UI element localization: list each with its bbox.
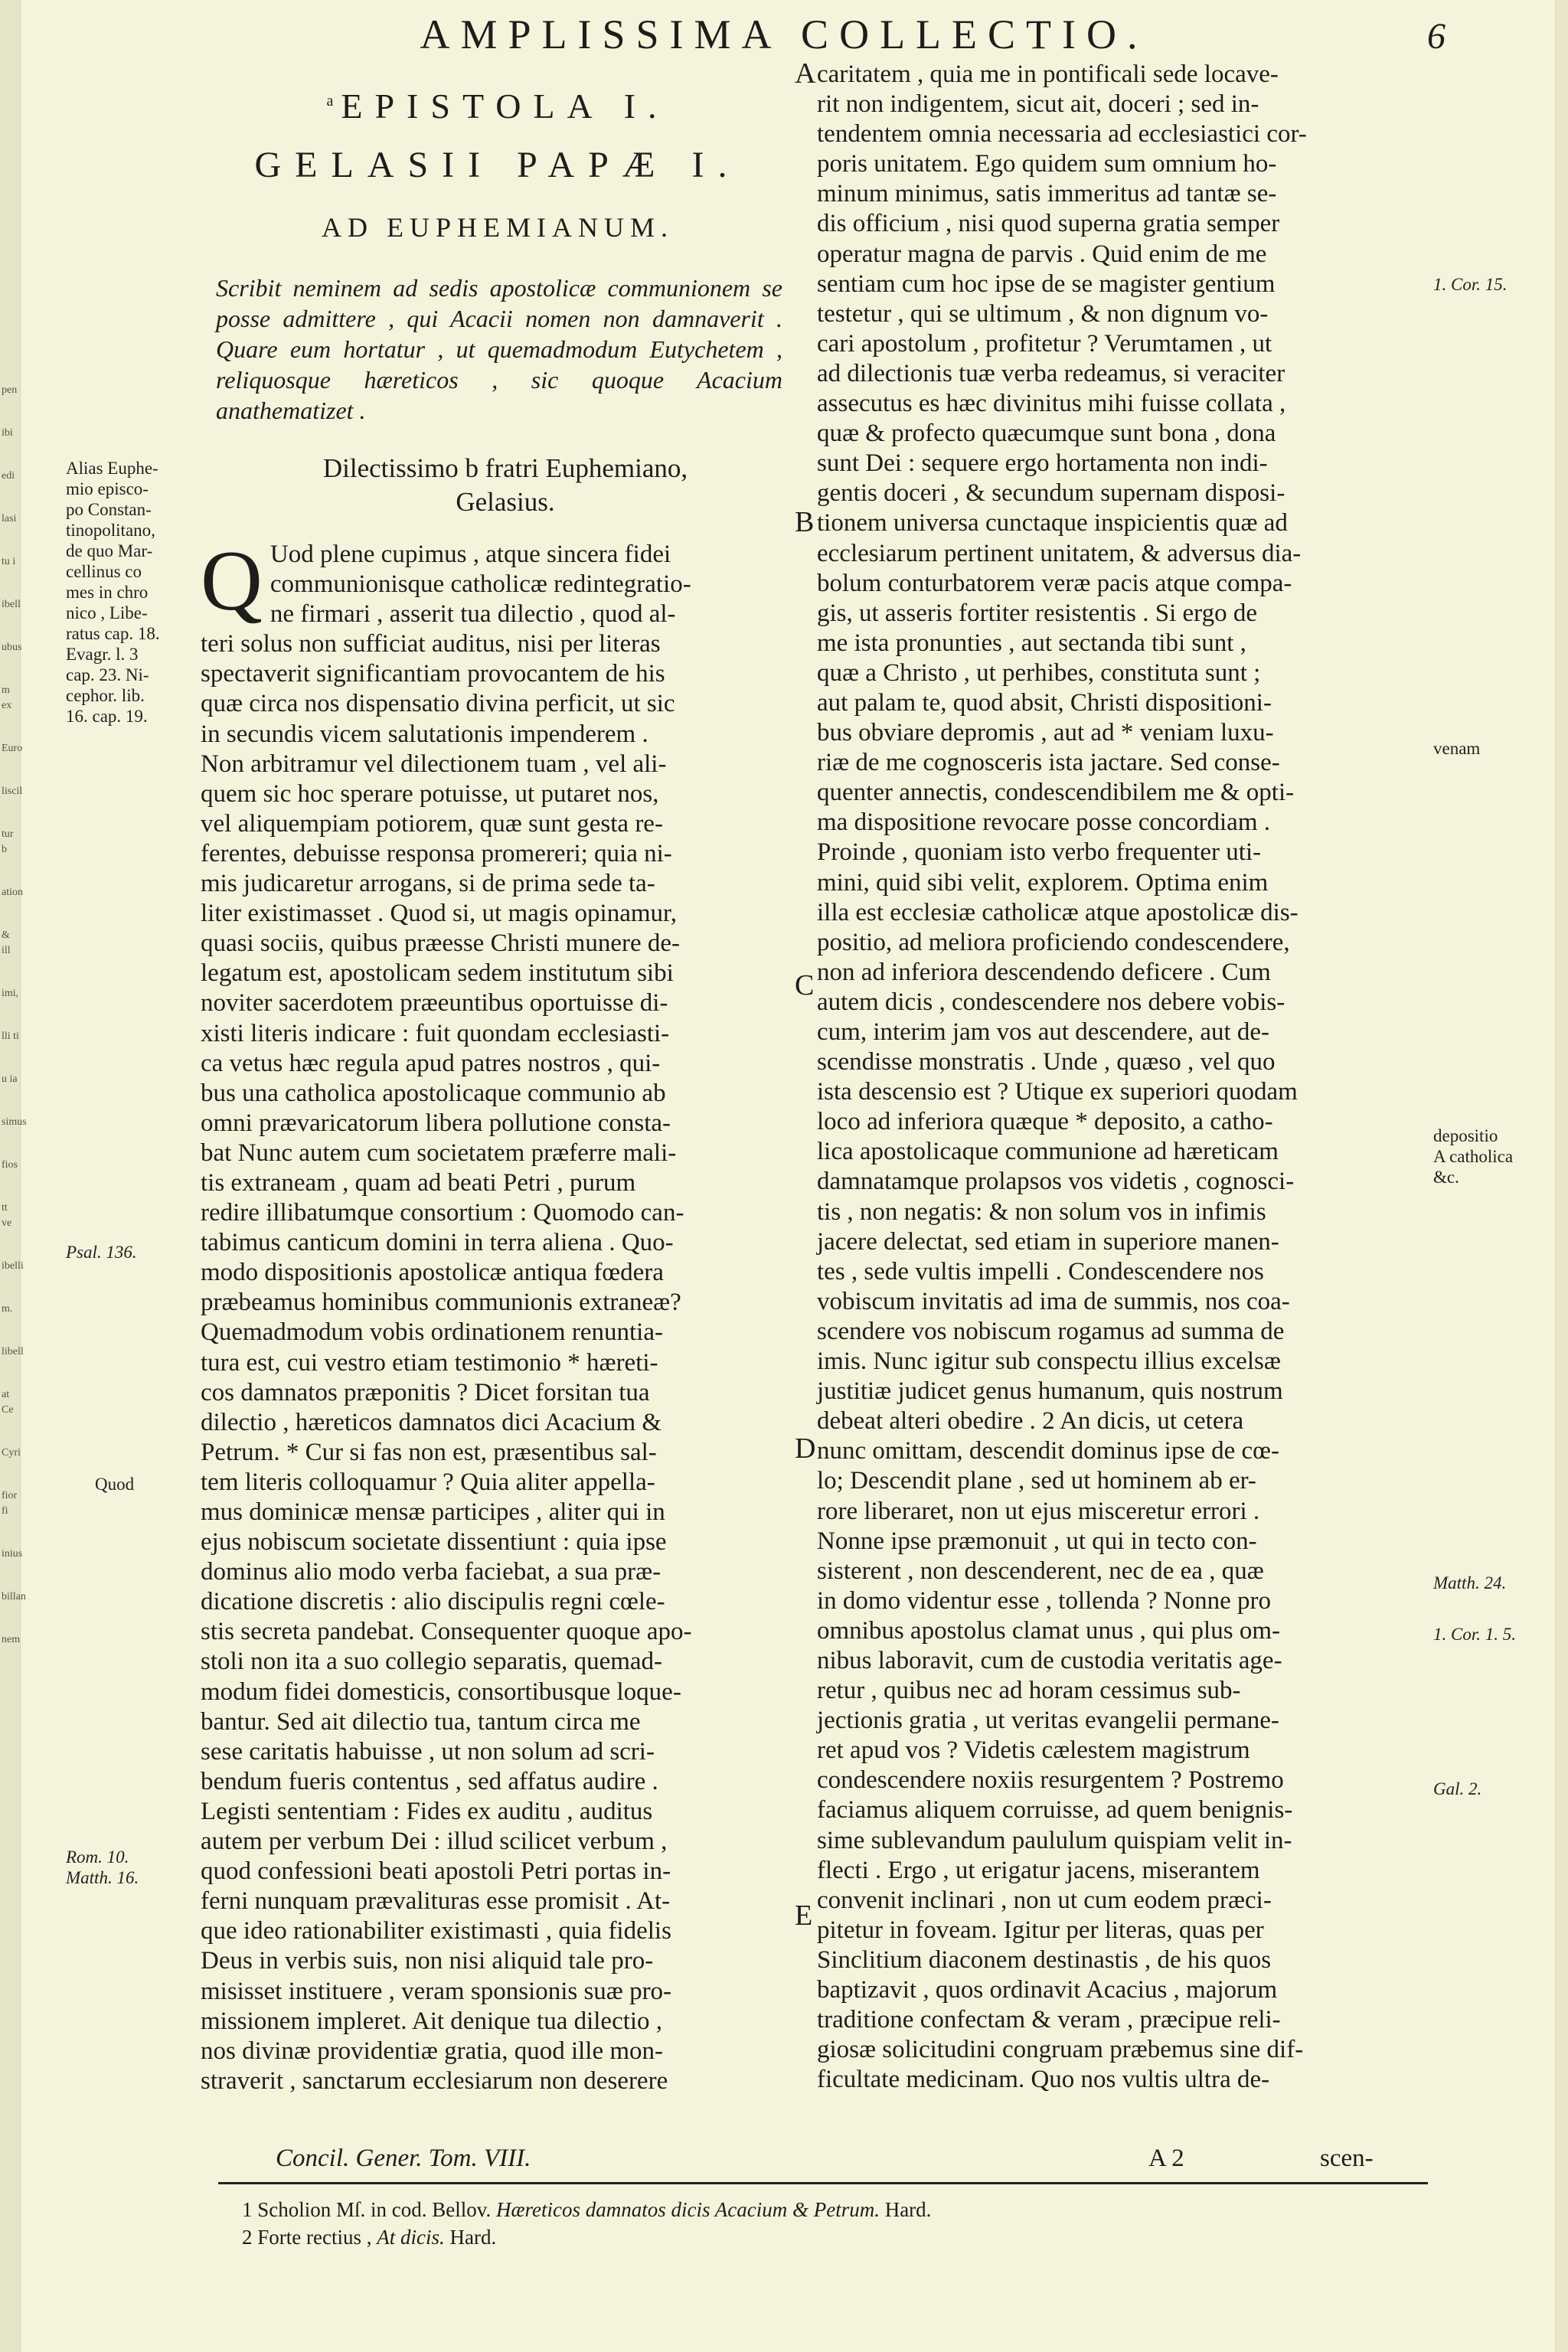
text-line: minum minimus, satis immeritus ad tantæ se- bbox=[817, 180, 1277, 208]
text-line: præbeamus hominibus communionis extraneæ? bbox=[201, 1289, 681, 1317]
text-line: convenit inclinari , non ut cum eodem præci- bbox=[817, 1886, 1272, 1914]
text-line: debeat alteri obedire . 2 An dicis, ut cetera bbox=[817, 1407, 1244, 1436]
footnote-source: Hard. bbox=[449, 2226, 497, 2249]
edge-fragment: liscil bbox=[2, 786, 23, 797]
text-line: lica apostolicaque communione ad hæreticam bbox=[817, 1138, 1279, 1166]
edge-fragment: fios bbox=[2, 1159, 18, 1171]
text-line: pitetur in foveam. Igitur per literas, quas per bbox=[817, 1916, 1264, 1944]
section-letter-b: B bbox=[795, 506, 815, 538]
text-line: condescendere noxiis resurgentem ? Postremo bbox=[817, 1766, 1284, 1795]
edge-fragment: billan bbox=[2, 1591, 26, 1602]
margin-note-psalm: Psal. 136. bbox=[66, 1243, 137, 1262]
text-line: riæ de me cognosceris ista jactare. Sed conse- bbox=[817, 749, 1280, 777]
text-line: Quemadmodum vobis ordinationem renuntia- bbox=[201, 1318, 663, 1347]
edge-fragment: lasi bbox=[2, 513, 17, 524]
text-line: ferentes, debuisse responsa promereri; quia ni- bbox=[201, 839, 672, 867]
edge-fragment: nem bbox=[2, 1634, 21, 1645]
text-line: teri solus non sufficiat auditus, nisi per literas bbox=[201, 630, 661, 658]
text-line: quasi sociis, quibus præesse Christi munere de- bbox=[201, 929, 681, 958]
facing-page-fragments bbox=[2, 383, 27, 1675]
edge-fragment: pen bbox=[2, 384, 18, 396]
text-line: cos damnatos præponitis ? Dicet forsitan tua bbox=[201, 1378, 650, 1406]
text-line: noviter sacerdotem præeuntibus oportuisse di- bbox=[201, 989, 668, 1018]
text-line: omni prævaricatorum libera pollutione consta- bbox=[201, 1109, 671, 1137]
left-text-column bbox=[201, 534, 816, 2096]
text-line: bat Nunc autem cum societatem præferre mali- bbox=[201, 1138, 677, 1167]
text-line: communionisque catholicæ redintegratio- bbox=[270, 570, 691, 599]
text-line: quæ & profecto quæcumque sunt bona , dona bbox=[817, 420, 1276, 448]
text-line: dicatione discretis : alio discipulis regni cœle- bbox=[201, 1588, 665, 1616]
edge-fragment: ation bbox=[2, 887, 23, 898]
text-line: Sinclitium diaconem destinastis , de his quos bbox=[817, 1945, 1272, 1974]
edge-fragment: Cyri bbox=[2, 1447, 21, 1459]
text-line: sime sublevandum paululum quispiam velit in- bbox=[817, 1826, 1292, 1854]
text-line: ferni nunquam prævalituras esse promisit . At- bbox=[201, 1887, 671, 1916]
text-line: que ideo rationabiliter existimasti , quia fidelis bbox=[201, 1917, 671, 1945]
text-line: faciamus aliquem corruisse, ad quem benignis- bbox=[817, 1796, 1293, 1824]
text-line: gentis doceri , & secundum supernam disposi- bbox=[817, 479, 1285, 508]
text-line: tabimus canticum domini in terra aliena . Quo- bbox=[201, 1229, 674, 1257]
margin-note-galatians: Gal. 2. bbox=[1433, 1779, 1482, 1798]
edge-fragment: Euro bbox=[2, 743, 23, 754]
margin-note-line: depositio bbox=[1433, 1126, 1498, 1145]
drop-cap: Q bbox=[201, 534, 263, 629]
footnotes bbox=[242, 2196, 1390, 2251]
section-letter-c: C bbox=[795, 969, 815, 1001]
running-title: AMPLISSIMA COLLECTIO. bbox=[420, 11, 1148, 57]
addressee-heading: AD EUPHEMIANUM. bbox=[322, 212, 674, 243]
text-line: damnatamque prolapsos vos videtis , cognosci- bbox=[817, 1168, 1295, 1196]
text-line: illa est ecclesiæ catholicæ atque apostolicæ dis- bbox=[817, 898, 1298, 926]
text-line: mis judicaretur arrogans, si de prima sede ta- bbox=[201, 870, 655, 898]
edge-fragment: lli ti bbox=[2, 1031, 19, 1042]
text-line: cari apostolum , profitetur ? Verumtamen , ut bbox=[817, 329, 1272, 358]
text-line: retur , quibus nec ad horam cessimus sub- bbox=[817, 1677, 1241, 1705]
margin-note-matthew: Matth. 16. bbox=[66, 1868, 139, 1887]
margin-note-line: ratus cap. 18. bbox=[66, 624, 160, 643]
margin-note-depositio bbox=[1433, 1125, 1563, 1187]
text-line: ca vetus hæc regula apud patres nostros , qui- bbox=[201, 1049, 661, 1077]
footnote-1 bbox=[242, 2196, 1390, 2223]
margin-note-corinthians-1: 1. Cor. 1. 5. bbox=[1433, 1625, 1516, 1644]
text-line: quæ circa nos dispensatio divina perficit, ut sic bbox=[201, 690, 675, 718]
text-line: baptizavit , quos ordinavit Acacius , majorum bbox=[817, 1976, 1278, 2004]
text-line: giosæ solicitudini congruam præbemus sine dif- bbox=[817, 2036, 1304, 2064]
section-letter-a: A bbox=[795, 57, 816, 90]
text-line: tis , non negatis: & non solum vos in infimis bbox=[817, 1197, 1266, 1226]
text-line: modum fidei domesticis, consortibusque loque- bbox=[201, 1677, 681, 1706]
text-line: caritatem , quia me in pontificali sede locave- bbox=[817, 60, 1279, 88]
text-line: gis, ut asseris fortiter resistentis . Si ergo de bbox=[817, 599, 1257, 627]
text-line: assecutus es hæc divinitus mihi fuisse collata , bbox=[817, 390, 1286, 418]
edge-fragment: edi bbox=[2, 470, 15, 482]
text-line: bus una catholica apostolicaque communio ab bbox=[201, 1079, 666, 1107]
text-line: dilectio , hæreticos damnatos dici Acacium & bbox=[201, 1408, 662, 1436]
text-line: ma dispositione revocare posse concordiam . bbox=[817, 808, 1270, 837]
margin-note-line: po Constan- bbox=[66, 500, 152, 519]
footnote-text: Forte rectius , bbox=[257, 2226, 372, 2249]
text-line: Nonne ipse præmonuit , ut qui in tecto con- bbox=[817, 1527, 1257, 1555]
edge-fragment: ibelli bbox=[2, 1260, 24, 1272]
edge-fragment: m ex bbox=[2, 684, 12, 711]
edge-fragment: tt ve bbox=[2, 1202, 12, 1229]
signature-line: Concil. Gener. Tom. VIII. bbox=[276, 2145, 531, 2172]
margin-note-quod: Quod bbox=[95, 1475, 135, 1494]
text-line: tem literis colloquamur ? Quia aliter appella- bbox=[201, 1468, 655, 1496]
text-line: bantur. Sed ait dilectio tua, tantum circa me bbox=[201, 1707, 641, 1736]
text-line: bolum conturbatorem veræ pacis atque compa- bbox=[817, 569, 1292, 597]
text-line: bus obviare depromis , aut ad * veniam luxu- bbox=[817, 719, 1274, 747]
text-line: Petrum. * Cur si fas non est, præsentibus sal- bbox=[201, 1438, 657, 1466]
text-line: missionem impleret. Ait denique tua dilectio , bbox=[201, 2007, 663, 2035]
letter-summary: Scribit neminem ad sedis apostolicæ communionem se posse admittere , qui Acacii nomen non damnaverit . Quare eum hortatur , ut quemadmodum Eutychetem , reliquosque hæreticos , sic quoque Acacium anathematizet . bbox=[216, 274, 782, 424]
text-line: tionem universa cunctaque inspicientis quæ ad bbox=[817, 509, 1288, 537]
edge-fragment: inius bbox=[2, 1548, 23, 1560]
text-line: sisterent , non descenderent, nec de ea , quæ bbox=[817, 1557, 1264, 1585]
text-line: autem dicis , condescendere nos debere vobis- bbox=[817, 988, 1285, 1016]
text-line: quæ a Christo , ut perhibes, constituta sunt ; bbox=[817, 658, 1261, 687]
edge-fragment: libell bbox=[2, 1346, 24, 1357]
text-line: operatur magna de parvis . Quid enim de me bbox=[817, 240, 1267, 268]
text-line: Deus in verbis suis, non nisi aliquid tale pro- bbox=[201, 1947, 654, 1975]
footnote-marker: a bbox=[326, 92, 334, 109]
text-line: quod confessioni beati apostoli Petri portas in- bbox=[201, 1857, 671, 1886]
text-line: dis officium , nisi quod superna gratia semper bbox=[817, 210, 1280, 238]
text-line: xisti literis indicare : fuit quondam ecclesiasti- bbox=[201, 1019, 670, 1047]
margin-note-line: Alias Euphe- bbox=[66, 459, 158, 478]
text-line: Legisti sententiam : Fides ex auditu , auditus bbox=[201, 1797, 653, 1825]
edge-fragment: fior fi bbox=[2, 1490, 18, 1517]
text-line: imis. Nunc igitur sub conspectu illius excelsæ bbox=[817, 1348, 1281, 1376]
text-line: justitiæ judicet genus humanum, quis nostrum bbox=[817, 1377, 1283, 1406]
text-line: modo dispositionis apostolicæ antiqua fœdera bbox=[201, 1259, 664, 1287]
footnote-2 bbox=[242, 2223, 1390, 2251]
margin-note-line: cap. 23. Ni- bbox=[66, 665, 149, 684]
text-line: sese caritatis habuisse , ut non solum ad scri- bbox=[201, 1737, 655, 1766]
text-line: nibus laboravit, cum de custodia veritatis age- bbox=[817, 1646, 1282, 1674]
text-line: in secundis vicem salutationis impenderem . bbox=[201, 720, 648, 748]
right-text-column bbox=[817, 60, 1422, 2095]
text-line: scendisse monstratis . Unde , quæso , vel quo bbox=[817, 1048, 1276, 1076]
text-line: me ista pronunties , aut sectanda tibi sunt , bbox=[817, 629, 1246, 657]
margin-note-line: mes in chro bbox=[66, 583, 149, 602]
salutation-sender: Gelasius. bbox=[456, 487, 555, 517]
page-number: 6 bbox=[1427, 16, 1446, 57]
text-line: ret apud vos ? Videtis cælestem magistrum bbox=[817, 1736, 1250, 1765]
text-line: stis secreta pandebat. Consequenter quoque apo- bbox=[201, 1618, 692, 1646]
text-line: ficultate medicinam. Quo nos vultis ultra de- bbox=[817, 2066, 1270, 2094]
section-letter-d: D bbox=[795, 1432, 816, 1465]
text-line: tura est, cui vestro etiam testimonio * hæreti- bbox=[201, 1348, 658, 1377]
text-line: jacere delectat, sed etiam in superiore manen- bbox=[817, 1227, 1279, 1256]
text-line: redire illibatumque consortium : Quomodo can- bbox=[201, 1199, 684, 1227]
text-line: lo; Descendit plane , sed ut hominem ab er- bbox=[817, 1467, 1256, 1495]
edge-fragment: & ill bbox=[2, 929, 11, 956]
text-line: dominus alio modo verba faciebat, a sua præ- bbox=[201, 1558, 662, 1586]
edge-fragment: at Ce bbox=[2, 1389, 14, 1416]
margin-note-line: cellinus co bbox=[66, 562, 142, 581]
margin-note-romans: Rom. 10. bbox=[66, 1847, 129, 1867]
text-line: spectaverit significantiam provocantem de his bbox=[201, 660, 665, 688]
text-line: tis extraneam , quam ad beati Petri , purum bbox=[201, 1168, 636, 1197]
edge-fragment: ibi bbox=[2, 427, 13, 439]
salutation bbox=[253, 452, 758, 519]
footnote-rule bbox=[218, 2182, 1428, 2184]
text-line: mus dominicæ mensæ participes , aliter qui in bbox=[201, 1498, 665, 1526]
edge-fragment: m. bbox=[2, 1303, 13, 1315]
footnote-number: 2 bbox=[242, 2226, 253, 2249]
text-line: ne firmari , asserit tua dilectio , quod al- bbox=[270, 600, 676, 629]
edge-fragment: u ia bbox=[2, 1073, 18, 1085]
footnote-number: 1 bbox=[242, 2198, 253, 2221]
margin-note-line: mio episco- bbox=[66, 479, 149, 498]
text-line: straverit , sanctarum ecclesiarum non deserere bbox=[201, 2066, 668, 2095]
text-line: autem per verbum Dei : illud scilicet verbum , bbox=[201, 1828, 668, 1856]
gelasius-heading: GELASII PAPÆ I. bbox=[254, 145, 741, 185]
text-line: ad dilectionis tuæ verba redeamus, si veraciter bbox=[817, 359, 1285, 387]
text-line: in domo videntur esse , tollenda ? Nonne pro bbox=[817, 1586, 1271, 1615]
epistola-title: EPISTOLA I. bbox=[341, 87, 669, 126]
margin-note-line: A catholica bbox=[1433, 1147, 1514, 1166]
text-line: stoli non ita a suo collegio separatis, quemad- bbox=[201, 1648, 663, 1676]
edge-fragment: ubus bbox=[2, 642, 22, 653]
text-line: ecclesiarum pertinent unitatem, & adversus dia- bbox=[817, 539, 1302, 567]
salutation-line: Dilectissimo b fratri Euphemiano, bbox=[322, 453, 688, 483]
text-line: rit non indigentem, sicut ait, doceri ; sed in- bbox=[817, 90, 1259, 119]
text-line: legatum est, apostolicam sedem institutum sibi bbox=[201, 959, 674, 988]
text-line: vel aliquempiam potiorem, quæ sunt gesta re- bbox=[201, 809, 663, 838]
footnote-quote: At dicis. bbox=[377, 2226, 445, 2249]
text-line: testetur , qui se ultimum , & non dignum vo- bbox=[817, 299, 1269, 328]
margin-note-corinthians-15: 1. Cor. 15. bbox=[1433, 275, 1508, 294]
text-line: sunt Dei : sequere ergo hortamenta non indi- bbox=[817, 449, 1268, 478]
margin-note-line: &c. bbox=[1433, 1168, 1459, 1187]
text-line: scendere vos nobiscum rogamus ad summa de bbox=[817, 1317, 1285, 1345]
footnote-source: Hard. bbox=[884, 2198, 932, 2221]
text-line: ejus nobiscum societate dissentiunt : quia ipse bbox=[201, 1528, 667, 1557]
text-line: cum, interim jam vos aut descendere, aut de- bbox=[817, 1018, 1270, 1046]
edge-fragment: tu i bbox=[2, 556, 16, 567]
text-line: liter existimasset . Quod si, ut magis opinamur, bbox=[201, 900, 677, 928]
text-line: Non arbitramur vel dilectionem tuam , vel ali- bbox=[201, 750, 667, 778]
text-line: flecti . Ergo , ut erigatur jacens, miserantem bbox=[817, 1856, 1260, 1884]
margin-note-line: tinopolitano, bbox=[66, 521, 155, 540]
text-line: traditione confectam & veram , præcipue reli- bbox=[817, 2006, 1281, 2034]
text-line: misisset instituere , veram sponsionis suæ pro- bbox=[201, 1977, 672, 2005]
text-line: vobiscum invitatis ad ima de summis, nos coa- bbox=[817, 1287, 1290, 1315]
text-line: quem sic hoc sperare potuisse, ut putaret nos, bbox=[201, 779, 659, 808]
text-line: loco ad inferiora quæque * deposito, a catho- bbox=[817, 1108, 1273, 1136]
footnote-quote: Hæreticos damnatos dicis Acacium & Petrum. bbox=[496, 2198, 880, 2221]
edge-fragment: simus bbox=[2, 1116, 27, 1128]
text-line: Uod plene cupimus , atque sincera fidei bbox=[270, 541, 671, 568]
signature-mark: A 2 bbox=[1148, 2145, 1184, 2172]
epistola-heading bbox=[207, 86, 789, 126]
edge-fragment: imi, bbox=[2, 988, 19, 999]
text-line: Proinde , quoniam isto verbo frequenter uti- bbox=[817, 838, 1262, 867]
catchword: scen- bbox=[1320, 2145, 1374, 2172]
margin-note-line: nico , Libe- bbox=[66, 603, 148, 622]
margin-note-venam: venam bbox=[1433, 739, 1481, 758]
margin-note-line: cephor. lib. bbox=[66, 686, 145, 705]
text-line: positio, ad meliora proficiendo condescendere, bbox=[817, 928, 1290, 956]
margin-note-line: de quo Mar- bbox=[66, 541, 153, 560]
section-letter-e: E bbox=[795, 1900, 813, 1932]
text-line: poris unitatem. Ego quidem sum omnium ho- bbox=[817, 150, 1277, 178]
text-line: tes , sede vultis impelli . Condescendere nos bbox=[817, 1257, 1264, 1285]
text-line: tendentem omnia necessaria ad ecclesiastici cor- bbox=[817, 120, 1307, 149]
footnote-text: Scholion Mſ. in cod. Bellov. bbox=[257, 2198, 492, 2221]
text-line: non ad inferiora descendendo deficere . Cum bbox=[817, 958, 1271, 986]
edge-fragment: ibell bbox=[2, 599, 21, 610]
edge-fragment: tur b bbox=[2, 828, 14, 855]
text-line: mini, quid sibi velit, explorem. Optima enim bbox=[817, 868, 1269, 897]
margin-note-line: 16. cap. 19. bbox=[66, 707, 148, 726]
margin-note-alias bbox=[66, 458, 188, 727]
text-line: quenter annectis, condescendibilem me & opti- bbox=[817, 779, 1295, 807]
text-line: omnibus apostolus clamat unus , qui plus om- bbox=[817, 1616, 1280, 1645]
text-line: jectionis gratia , ut veritas evangelii permane- bbox=[817, 1707, 1279, 1735]
text-line: aut palam te, quod absit, Christi dispositioni- bbox=[817, 688, 1272, 717]
text-line: ista descensio est ? Utique ex superiori quodam bbox=[817, 1078, 1298, 1106]
text-line: nos divinæ providentiæ gratia, quod ille mon- bbox=[201, 2037, 664, 2065]
text-line: nunc omittam, descendit dominus ipse de cœ- bbox=[817, 1437, 1279, 1465]
margin-note-matthew-24: Matth. 24. bbox=[1433, 1573, 1507, 1592]
text-line: sentiam cum hoc ipse de se magister gentium bbox=[817, 270, 1276, 298]
margin-note-line: Evagr. l. 3 bbox=[66, 645, 139, 664]
text-line: bendum fueris contentus , sed affatus audire . bbox=[201, 1767, 658, 1795]
text-line: rore liberaret, non ut ejus misceretur errori . bbox=[817, 1497, 1260, 1525]
